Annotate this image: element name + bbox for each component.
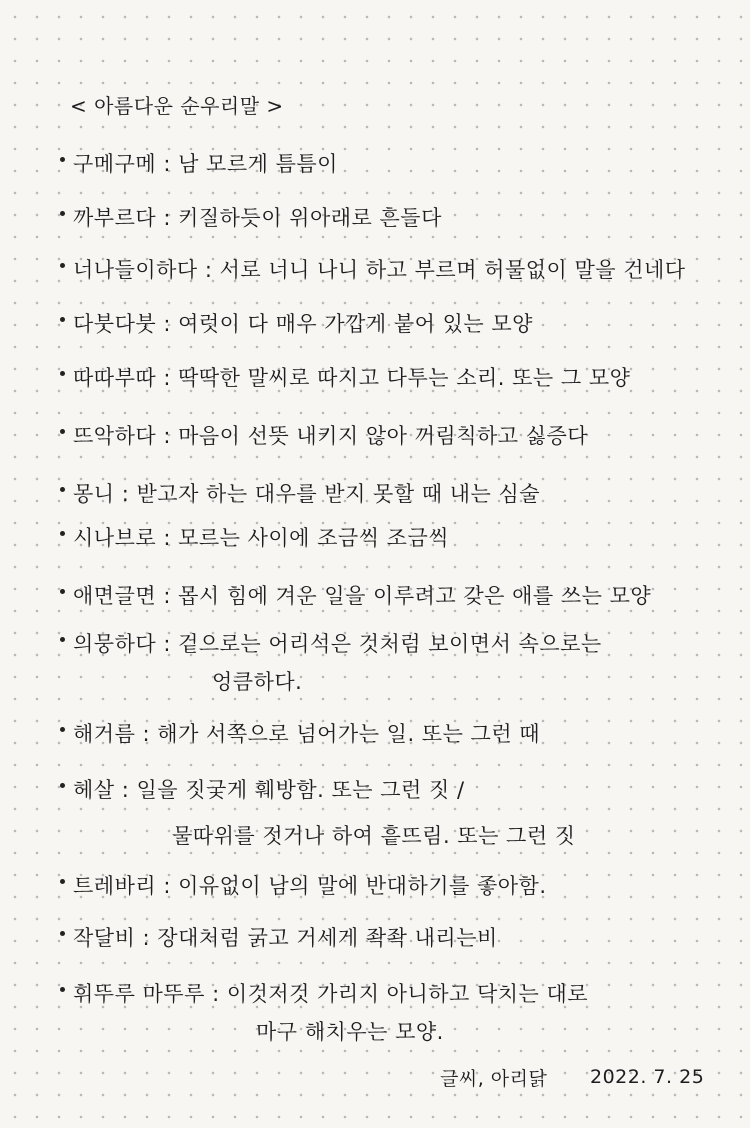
- bullet-dot: [60, 211, 65, 216]
- bullet-dot: [60, 429, 65, 434]
- entry-text: 휘뚜루 마뚜루 : 이것저것 가리지 아니하고 닥치는 대로: [73, 982, 589, 1006]
- entry-text: 애면글면 : 몹시 힘에 겨운 일을 이루려고 갖은 애를 쓰는 모양: [73, 584, 652, 608]
- entry-text: 의뭉하다 : 겉으로는 어리석은 것처럼 보이면서 속으로는: [73, 632, 602, 656]
- bullet-dot: [60, 931, 65, 936]
- entry-continuation: 엉큼하다.: [212, 670, 303, 694]
- list-item: [60, 718, 540, 748]
- entry-text: 따따부따 : 딱딱한 말씨로 따지고 다투는 소리. 또는 그 모양: [73, 366, 631, 390]
- list-item: [60, 522, 449, 552]
- list-item: [60, 478, 540, 508]
- bullet-dot: [60, 727, 65, 732]
- list-item: [60, 978, 588, 1008]
- entry-text: 트레바리 : 이유없이 남의 말에 반대하기를 좋아함.: [73, 874, 547, 898]
- entry-continuation: 마구 해치우는 모양.: [256, 1020, 444, 1044]
- list-item: [60, 870, 547, 900]
- entry-text: 작달비 : 장대처럼 굵고 거세게 좍좍 내리는비: [73, 926, 498, 950]
- list-item: [60, 580, 651, 610]
- entry-continuation: 물따위를 젓거나 하여 흩뜨림. 또는 그런 짓: [172, 824, 576, 848]
- date: 2022. 7. 25: [590, 1066, 705, 1088]
- signature: 글씨, 아리닭: [440, 1068, 548, 1090]
- list-item: [60, 202, 442, 232]
- entry-text: 해거름 : 해가 서쪽으로 넘어가는 일. 또는 그런 때: [73, 722, 541, 746]
- entry-text: 헤살 : 일을 짓궂게 훼방함. 또는 그런 짓 /: [73, 778, 465, 802]
- list-item: [60, 628, 602, 658]
- entry-text: 몽니 : 받고자 하는 대우를 받지 못할 때 내는 심술: [73, 482, 541, 506]
- entry-text: 까부르다 : 키질하듯이 위아래로 흔들다: [73, 206, 442, 230]
- bullet-dot: [60, 371, 65, 376]
- entry-text: 시나브로 : 모르는 사이에 조금씩 조금씩: [73, 526, 450, 550]
- list-item: [60, 420, 588, 450]
- page-title: < 아름다운 순우리말 >: [70, 94, 284, 118]
- entry-text: 뜨악하다 : 마음이 선뜻 내키지 않아 꺼림칙하고 싫증다: [73, 424, 589, 448]
- bullet-dot: [60, 317, 65, 322]
- list-item: [60, 308, 533, 338]
- bullet-dot: [60, 589, 65, 594]
- bullet-dot: [60, 531, 65, 536]
- bullet-dot: [60, 487, 65, 492]
- entry-text: 다붓다붓 : 여럿이 다 매우 가깝게 붙어 있는 모양: [73, 312, 533, 336]
- bullet-dot: [60, 987, 65, 992]
- list-item: [60, 774, 465, 804]
- bullet-dot: [60, 637, 65, 642]
- entry-text: 너나들이하다 : 서로 너니 나니 하고 부르며 허물없이 말을 건네다: [73, 258, 686, 282]
- list-item: [60, 148, 338, 178]
- bullet-dot: [60, 263, 65, 268]
- bullet-dot: [60, 157, 65, 162]
- list-item: [60, 254, 686, 284]
- bullet-dot: [60, 783, 65, 788]
- list-item: [60, 922, 498, 952]
- bullet-dot: [60, 879, 65, 884]
- entry-text: 구메구메 : 남 모르게 틈틈이: [73, 152, 338, 176]
- list-item: [60, 362, 630, 392]
